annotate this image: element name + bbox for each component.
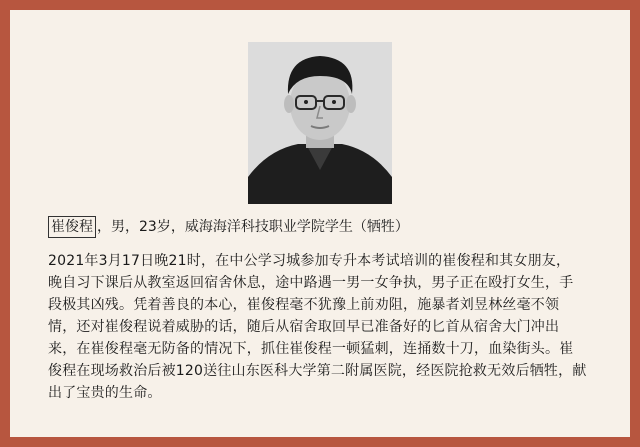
- profile-summary: ，男，23岁，威海海洋科技职业学院学生（牺牲）: [97, 219, 409, 235]
- portrait-photo: [248, 42, 392, 204]
- story-line: 晚自习下课后从教室返回宿舍休息，途中路遇一男一女争执，男子正在殴打女生，手: [48, 275, 574, 291]
- name-highlight: 崔俊程: [48, 216, 96, 238]
- portrait-illustration: [248, 42, 392, 204]
- story-line: 俊程在现场救治后被120送往山东医科大学第二附属医院，经医院抢救无效后牺牲，献: [48, 363, 587, 379]
- story-line: 段极其凶残。凭着善良的本心，崔俊程毫不犹豫上前劝阻，施暴者刘昱林丝毫不领: [48, 297, 560, 313]
- story-line: 出了宝贵的生命。: [48, 385, 162, 401]
- story-paragraph: [48, 250, 608, 404]
- story-line: 情，还对崔俊程说着威胁的话，随后从宿舍取回早已准备好的匕首从宿舍大门冲出: [48, 319, 560, 335]
- story-line: 来，在崔俊程毫无防备的情况下，抓住崔俊程一顿猛刺，连捅数十刀，血染街头。崔: [48, 341, 574, 357]
- profile-caption: [48, 214, 608, 240]
- story-line: 2021年3月17日晚21时，在中公学习城参加专升本考试培训的崔俊程和其女朋友，: [48, 253, 571, 269]
